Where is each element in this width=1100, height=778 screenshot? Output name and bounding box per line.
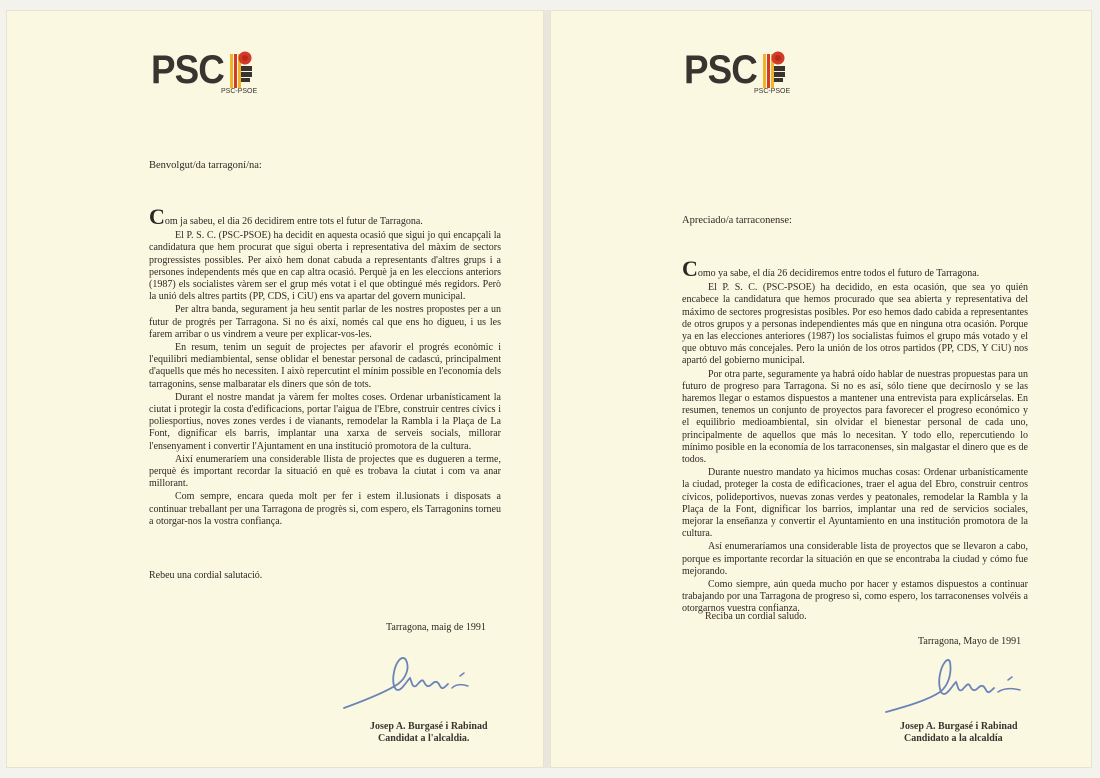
body-paragraph: El P. S. C. (PSC-PSOE) ha decidit en aquesta ocasió que sigui jo qui encapçali la candidatura que hem procurat que sigui oberta i representativa del màxim de sectors progressistes possibles. Per això hem donat cabuda a representants d'altres grups i a persones independents més que en cap altra ocasió. Perquè ja en les eleccions anteriors (1987) els socialistes vàrem ser el grup més votat i el que obtingué més regidors. Però la unió dels altres partits (PP, CDS, i CiU) ens va apartar del govern municipal. [149, 230, 501, 303]
handwritten-signature [336, 648, 476, 719]
body-paragraph: Por otra parte, seguramente ya habrá oído hablar de nuestras propuestas para un futuro de progreso para Tarragona. Si no es así, sólo tiene que decírnoslo y se las haremos llegar o estamos dispuestos a mantener una entrevista para explicárselas. En resumen, tenemos un conjunto de proyectos para favorecer el progreso económico y el equilibrio medioambiental, sin olvidar el bienestar personal de cada uno, principalmente de aquellos que más lo necesitan. Y todo ello, repercutiendo lo mínimo posible en la economía de los tarraconenses, sin malgastar el dinero que es de todos. [682, 368, 1028, 466]
drop-cap: C [149, 204, 165, 229]
opening-paragraph: Com ja sabeu, el dia 26 decidirem entre tots el futur de Tarragona. [149, 204, 423, 229]
drop-cap: C [682, 256, 698, 281]
body-paragraph: Durant el nostre mandat ja vàrem fer moltes coses. Ordenar urbanísticament la ciutat i protegir la costa d'edificacions, portar l'aigua de l'Ebre, construir centres cívics i poliesportius, noves zones verdes i de vianants, remodelar la Rambla i la Plaça de La Font, dignificar els barris, implantar una xarxa de serveis socials, millorar l'ensenyament i convertir l'Ajuntament en una institució promotora de la cultura. [149, 391, 501, 452]
salutation: Apreciado/a tarraconense: [682, 215, 792, 226]
psc-logo [151, 48, 258, 95]
letter-page-catalan [6, 10, 544, 768]
handwritten-signature [880, 652, 1030, 723]
signer-block [370, 721, 488, 745]
logo-wordmark: PSC [684, 48, 757, 92]
logo-wordmark: PSC [151, 48, 224, 92]
body-paragraph: Así enumeraríamos una considerable lista de proyectos que se llevaron a cabo, porque es importante recordar la situación en que se encontraba la ciudad y cómo fue mejorando. [682, 541, 1028, 577]
logo-subtitle: PSC-PSOE [754, 88, 791, 95]
body-paragraph: Per altra banda, segurament ja heu sentit parlar de les nostres propostes per a un futur de progrés per Tarragona. Si no és així, només cal que ens ho digueu, i us les farem arribar o us vindrem a veure per explicar-vos-les. [149, 304, 501, 340]
signer-role: Candidat a l'alcaldia. [378, 733, 470, 744]
rose-fist-emblem-icon [761, 50, 787, 90]
body-paragraph: El P. S. C. (PSC-PSOE) ha decidido, en esta ocasión, que sea yo quién encabece la candidatura que hemos procurado que sea abierta y representativa del máximo de sectores progresistas posibles. Por eso hemos dado cabida a representantes de otros grupos y a personas independientes más que en ninguna otra ocasión. Porque ya en las elecciones anteriores (1987) los socialistas fuimos el grupo más votado y el que obtuvo más concejales. Pero la unión de los otros partidos (PP, CDS, Y CiU) nos apartó del gobierno municipal. [682, 282, 1028, 367]
closing-line: Rebeu una cordial salutació. [149, 570, 263, 581]
letter-body [149, 204, 501, 529]
logo-subtitle: PSC-PSOE [221, 88, 258, 95]
salutation: Benvolgut/da tarragoní/na: [149, 160, 262, 171]
body-paragraph: Durante nuestro mandato ya hicimos muchas cosas: Ordenar urbanísticamente la ciudad, proteger la costa de edificaciones, traer el agua del Ebro, construir centros cívicos, polideportivos, nuevas zonas verdes y peatonales, remodelar la Rambla y la Plaça de la Font, dignificar los barrios, implantar una red de servicios sociales, mejorar la enseñanza y convertir el Ayuntamiento en una institución promotora de la cultura. [682, 467, 1028, 540]
signer-name: Josep A. Burgasé i Rabinad [370, 721, 488, 732]
letter-body [682, 256, 1028, 617]
signer-role: Candidato a la alcaldía [904, 733, 1003, 744]
signer-name: Josep A. Burgasé i Rabinad [900, 721, 1018, 732]
body-paragraph: Així enumeraríem una considerable llista de projectes que es dugueren a terme, perquè és important recordar la situació en què es trobava la ciutat i com va anar millorant. [149, 453, 501, 490]
letter-page-spanish [550, 10, 1092, 768]
body-paragraph: Com sempre, encara queda molt per fer i estem il.lusionats i disposats a continuar treballant per una Tarragona de progrès si, com espero, els Tarragonins torneu a otorgar-nos la vostra confiança. [149, 491, 501, 527]
psc-logo [684, 48, 791, 95]
signer-block [900, 721, 1018, 745]
body-paragraph: En resum, tenim un seguit de projectes per afavorir el progrés econòmic i l'equilibri mediambiental, sense oblidar el benestar personal de cadascú, principalment d'aquells que més ho necessiten. I això repercutint el mínim possible en l'economia dels tarragonins, sense malbaratar els diners que són de tots. [149, 342, 501, 390]
body-paragraph: Como siempre, aún queda mucho por hacer y estamos dispuestos a continuar trabajando por una Tarragona de progreso si, como espero, los tarraconenses volvéis a otorgarnos vuestra confianza. [682, 579, 1028, 615]
opening-paragraph: Como ya sabe, el día 26 decidiremos entre todos el futuro de Tarragona. [682, 256, 980, 281]
closing-line: Reciba un cordial saludo. [705, 611, 807, 622]
rose-fist-emblem-icon [228, 50, 254, 90]
place-date: Tarragona, maig de 1991 [386, 622, 486, 633]
place-date: Tarragona, Mayo de 1991 [918, 636, 1022, 647]
